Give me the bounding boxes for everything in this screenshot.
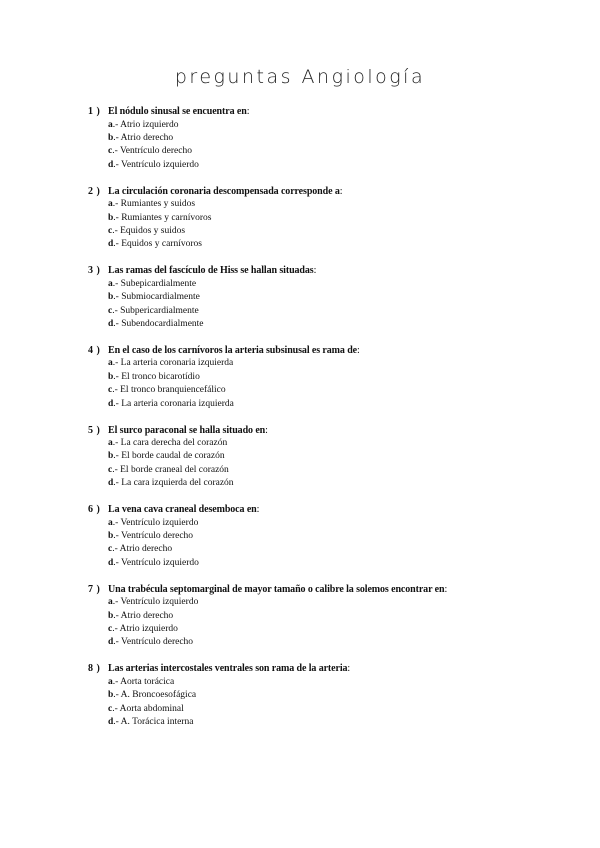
question-colon: : [357, 344, 360, 356]
option-text: .- Aorta abdominal [112, 703, 184, 714]
option-list [88, 278, 568, 332]
option-text: .- Ventrículo izquierdo [113, 159, 199, 170]
question-5 [88, 424, 568, 491]
question-text: La vena cava craneal desemboca en [108, 504, 257, 516]
question-text-wrapper [108, 503, 259, 517]
option-b [108, 689, 568, 702]
question-number: 5 ) [88, 424, 101, 436]
question-text: La circulación coronaria descompensada corresponde a [108, 185, 340, 197]
option-list [88, 357, 568, 411]
option-text: .- La arteria coronaria izquierda [112, 358, 234, 369]
question-text: En el caso de los carnívoros la arteria subsinusal es rama de [108, 344, 357, 356]
option-a [108, 517, 568, 530]
option-c [108, 384, 568, 397]
option-letter: c [108, 703, 113, 714]
question-3 [88, 264, 568, 331]
option-letter: b [108, 451, 114, 462]
option-list [88, 676, 568, 730]
option-letter: a [108, 119, 113, 130]
option-text: .- El tronco branquiencefálico [112, 385, 226, 396]
option-text: .- A. Broncoesofágica [113, 690, 197, 701]
option-b [108, 450, 568, 463]
option-list [88, 198, 568, 252]
option-d [108, 477, 568, 490]
question-number: 6 ) [88, 504, 101, 516]
option-text: .- Atrio derecho [113, 132, 174, 143]
question-6 [88, 503, 568, 570]
question-number: 2 ) [88, 185, 101, 197]
question-1 [88, 105, 568, 172]
question-stem [88, 662, 568, 676]
option-list [88, 119, 568, 173]
option-a [108, 676, 568, 689]
option-c [108, 145, 568, 158]
option-text: .- Ventrículo derecho [113, 531, 194, 542]
option-letter: c [108, 544, 113, 555]
option-text: .- Ventrículo izquierdo [113, 557, 199, 568]
option-c [108, 464, 568, 477]
option-text: .- Ventrículo izquierdo [112, 517, 199, 528]
option-text: .- Subepicardialmente [112, 278, 197, 289]
option-b [108, 132, 568, 145]
option-letter: a [108, 438, 113, 448]
option-text: .- Subendocardialmente [113, 318, 204, 329]
question-text: El nódulo sinusal se encuentra en [108, 106, 247, 117]
question-text: Las arterias intercostales ventrales son rama de la arteria [108, 663, 348, 675]
option-letter: d [108, 637, 114, 648]
option-text: .- Equidos y carnívoros [113, 239, 202, 250]
option-text: .- El borde craneal del corazón [112, 464, 229, 475]
question-stem [88, 503, 568, 517]
question-colon: : [347, 663, 351, 675]
question-colon: : [256, 504, 260, 516]
question-text-wrapper [108, 424, 268, 438]
question-8 [88, 662, 568, 729]
option-letter: a [108, 358, 113, 369]
question-text-wrapper [108, 105, 249, 119]
question-text-wrapper [108, 264, 316, 278]
option-letter: c [108, 385, 113, 396]
option-text: .- Equidos y suidos [112, 225, 186, 236]
option-letter: b [108, 371, 114, 382]
option-b [108, 212, 568, 225]
option-c [108, 225, 568, 238]
option-d [108, 159, 568, 172]
question-7 [88, 583, 568, 650]
question-4 [88, 344, 568, 411]
option-letter: a [108, 676, 113, 687]
option-letter: a [108, 278, 113, 289]
option-d [108, 716, 568, 729]
question-text-wrapper [108, 662, 350, 676]
option-text: .- Atrio izquierdo [112, 119, 179, 130]
question-text-wrapper [108, 185, 343, 199]
option-c [108, 305, 568, 318]
option-letter: b [108, 292, 114, 303]
option-letter: d [108, 557, 114, 568]
question-number: 7 ) [88, 583, 101, 595]
option-text: .- Rumiantes y suidos [112, 199, 196, 210]
option-letter: d [108, 159, 114, 170]
page-title: preguntas Angiología [174, 66, 426, 88]
question-colon: : [246, 106, 250, 117]
option-letter: b [108, 610, 114, 621]
option-list [88, 437, 568, 491]
option-text: .- La cara izquierda del corazón [113, 478, 234, 489]
option-text: .- Atrio derecho [113, 610, 174, 621]
option-text: .- Subpericardialmente [112, 305, 199, 316]
option-a [108, 278, 568, 291]
option-letter: c [108, 146, 113, 157]
option-letter: b [108, 690, 114, 701]
option-text: .- Ventrículo derecho [113, 637, 194, 648]
option-letter: c [108, 624, 113, 635]
option-d [108, 557, 568, 570]
question-number: 4 ) [88, 344, 101, 356]
option-d [108, 398, 568, 411]
question-text-wrapper [108, 583, 447, 597]
option-c [108, 543, 568, 556]
option-text: .- La cara derecha del corazón [112, 438, 228, 448]
option-b [108, 291, 568, 304]
option-b [108, 530, 568, 543]
option-a [108, 437, 568, 450]
question-text: Una trabécula septomarginal de mayor tamaño o calibre la solemos encontrar en [108, 583, 445, 595]
option-text: .- Aorta torácica [112, 676, 175, 687]
option-a [108, 357, 568, 370]
option-text: .- A. Torácica interna [113, 717, 194, 728]
option-letter: b [108, 531, 114, 542]
question-colon: : [313, 265, 317, 277]
question-stem [88, 264, 568, 278]
question-text: Las ramas del fascículo de Hiss se hallan situadas [108, 265, 314, 277]
option-letter: b [108, 212, 114, 223]
question-stem [88, 344, 568, 358]
option-letter: d [108, 318, 114, 329]
question-number: 8 ) [88, 663, 101, 675]
option-text: .- La arteria coronaria izquierda [113, 398, 234, 409]
option-letter: d [108, 478, 114, 489]
option-text: .- Submiocardialmente [113, 292, 200, 303]
question-colon: : [444, 583, 448, 595]
question-text-wrapper [108, 344, 360, 358]
option-letter: d [108, 239, 114, 250]
option-list [88, 517, 568, 571]
question-stem [88, 424, 568, 438]
option-a [108, 198, 568, 211]
option-text: .- Atrio derecho [112, 544, 173, 555]
option-letter: b [108, 132, 114, 143]
option-letter: c [108, 464, 113, 475]
option-b [108, 610, 568, 623]
option-c [108, 703, 568, 716]
option-letter: c [108, 225, 113, 236]
question-colon: : [265, 424, 268, 436]
question-stem [88, 185, 568, 199]
question-number: 1 ) [88, 106, 101, 117]
option-d [108, 636, 568, 649]
option-text: .- Atrio izquierdo [112, 624, 178, 635]
option-text: .- Rumiantes y carnívoros [113, 212, 212, 223]
option-list [88, 596, 568, 650]
option-letter: a [108, 597, 113, 608]
option-letter: c [108, 305, 113, 316]
option-text: .- Ventrículo izquierdo [112, 597, 199, 608]
question-2 [88, 185, 568, 252]
option-letter: a [108, 199, 113, 210]
option-b [108, 371, 568, 384]
option-text: .- El borde caudal de corazón [113, 451, 225, 462]
option-a [108, 596, 568, 609]
question-list [88, 105, 568, 742]
option-text: .- El tronco bicarotídio [113, 371, 200, 382]
question-number: 3 ) [88, 265, 101, 277]
option-d [108, 318, 568, 331]
option-text: .- Ventrículo derecho [112, 146, 192, 157]
question-text: El surco paraconal se halla situado en [108, 424, 266, 436]
option-letter: d [108, 717, 114, 728]
option-letter: d [108, 398, 114, 409]
question-colon: : [339, 185, 343, 197]
question-stem [88, 583, 568, 597]
option-c [108, 623, 568, 636]
option-d [108, 238, 568, 251]
option-letter: a [108, 517, 113, 528]
option-a [108, 119, 568, 132]
question-stem [88, 105, 568, 119]
